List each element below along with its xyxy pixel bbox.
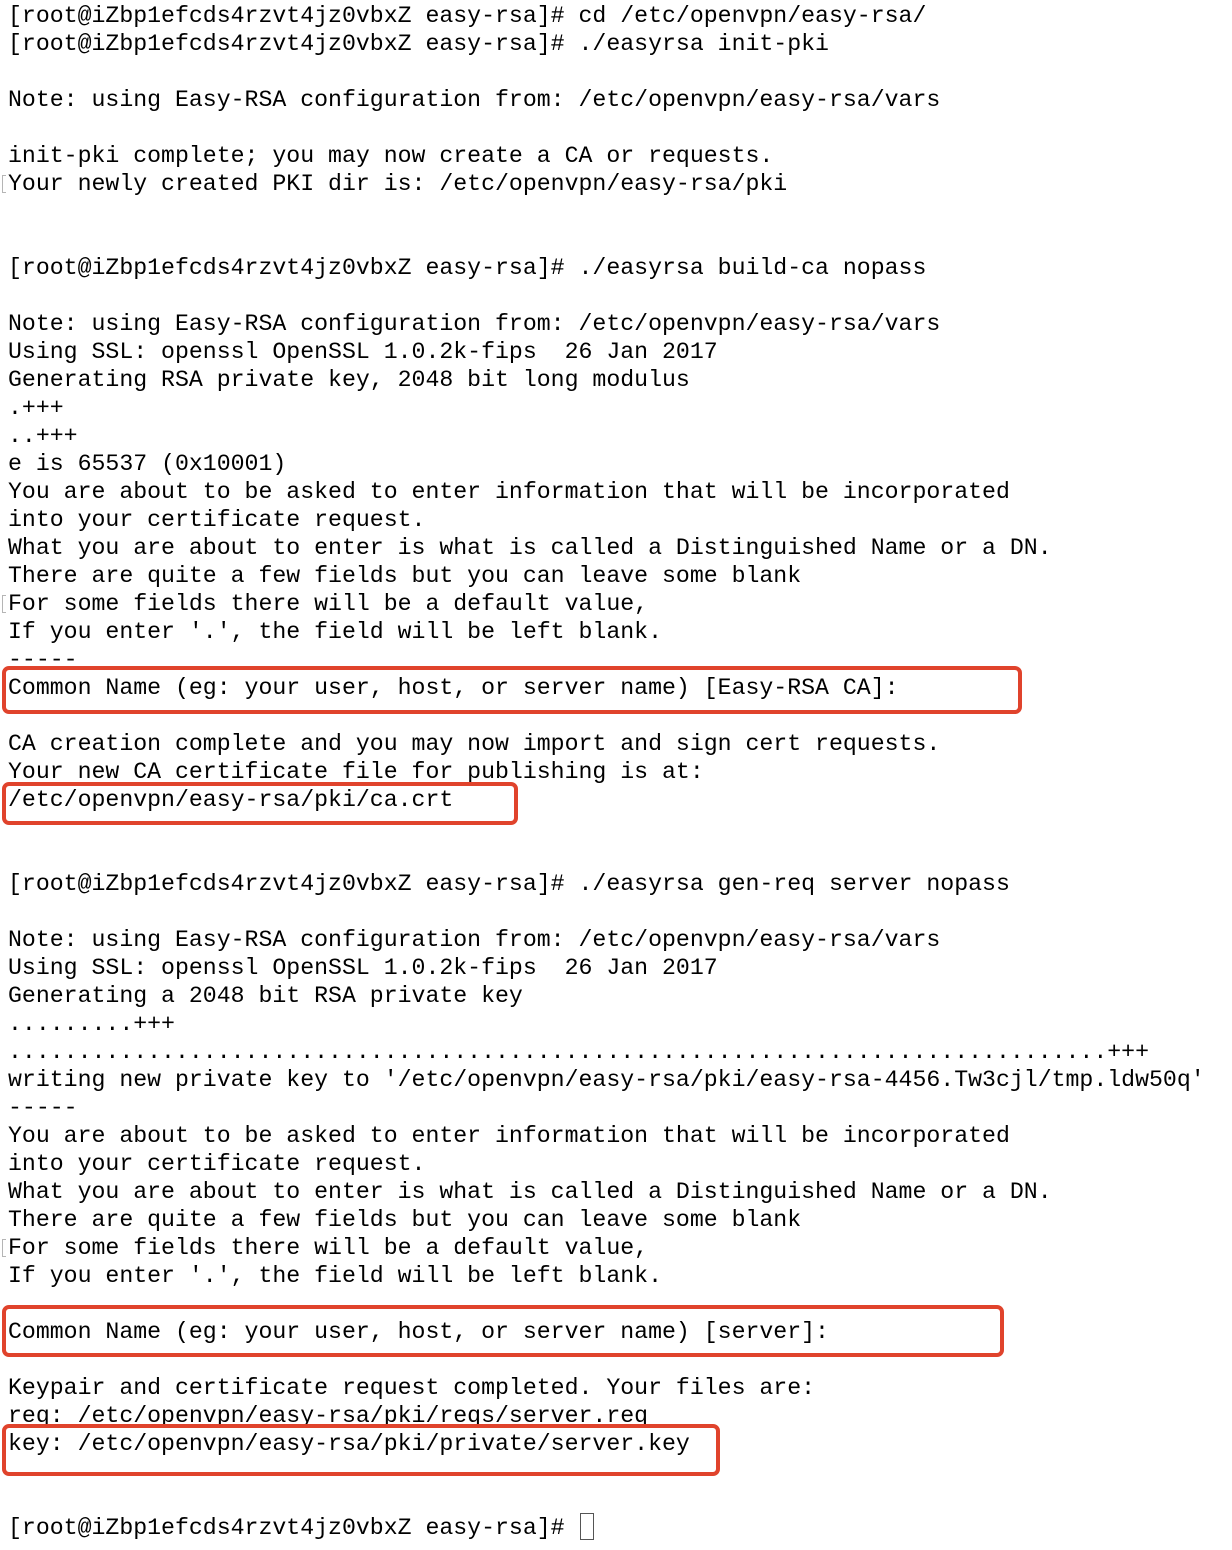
terminal-line: ----- — [8, 1095, 78, 1121]
terminal-line: ...............................................................................+++ — [8, 1039, 1150, 1065]
terminal-line: CA creation complete and you may now import and sign cert requests. — [8, 731, 941, 757]
terminal-line: req: /etc/openvpn/easy-rsa/pki/reqs/server.req — [8, 1403, 649, 1429]
terminal-cursor — [580, 1513, 594, 1540]
terminal-line-prompt: [root@iZbp1efcds4rzvt4jz0vbxZ easy-rsa]# ./easyrsa init-pki — [8, 31, 829, 57]
terminal-line: e is 65537 (0x10001) — [8, 451, 287, 477]
terminal-line-server-key-path: key: /etc/openvpn/easy-rsa/pki/private/server.key — [8, 1431, 690, 1457]
terminal-line-common-name-ca: Common Name (eg: your user, host, or server name) [Easy-RSA CA]: — [8, 675, 899, 701]
terminal-line-prompt[interactable]: [root@iZbp1efcds4rzvt4jz0vbxZ easy-rsa]# — [8, 1515, 579, 1541]
terminal-line: Keypair and certificate request completed. Your files are: — [8, 1375, 816, 1401]
terminal-line: What you are about to enter is what is called a Distinguished Name or a DN. — [8, 1179, 1052, 1205]
terminal-line: For some fields there will be a default value, — [8, 1235, 649, 1261]
terminal-line: init-pki complete; you may now create a CA or requests. — [8, 143, 774, 169]
terminal-line: There are quite a few fields but you can leave some blank — [8, 1207, 802, 1233]
terminal-line: There are quite a few fields but you can leave some blank — [8, 563, 802, 589]
highlight-box-server-key-path — [2, 1424, 720, 1476]
terminal-line: Using SSL: openssl OpenSSL 1.0.2k-fips 26 Jan 2017 — [8, 339, 718, 365]
terminal-line: If you enter '.', the field will be left blank. — [8, 1263, 662, 1289]
terminal-line: ..+++ — [8, 423, 78, 449]
terminal-line: You are about to be asked to enter information that will be incorporated — [8, 479, 1010, 505]
terminal-line: writing new private key to '/etc/openvpn/easy-rsa/pki/easy-rsa-4456.Tw3cjl/tmp.ldw50q' — [8, 1067, 1205, 1093]
terminal-line: For some fields there will be a default value, — [8, 591, 649, 617]
terminal-line: Note: using Easy-RSA configuration from: /etc/openvpn/easy-rsa/vars — [8, 927, 941, 953]
terminal-line-prompt: [root@iZbp1efcds4rzvt4jz0vbxZ easy-rsa]# ./easyrsa gen-req server nopass — [8, 871, 1010, 897]
terminal-line: .........+++ — [8, 1011, 175, 1037]
terminal-line: Generating a 2048 bit RSA private key — [8, 983, 523, 1009]
terminal-line: .+++ — [8, 395, 64, 421]
terminal-line-prompt: [root@iZbp1efcds4rzvt4jz0vbxZ easy-rsa]# ./easyrsa build-ca nopass — [8, 255, 927, 281]
terminal-line: Note: using Easy-RSA configuration from: /etc/openvpn/easy-rsa/vars — [8, 311, 941, 337]
terminal-line: You are about to be asked to enter information that will be incorporated — [8, 1123, 1010, 1149]
terminal-line: What you are about to enter is what is called a Distinguished Name or a DN. — [8, 535, 1052, 561]
terminal-line: into your certificate request. — [8, 1151, 426, 1177]
terminal-line: Note: using Easy-RSA configuration from: /etc/openvpn/easy-rsa/vars — [8, 87, 941, 113]
selection-marker — [2, 1239, 6, 1257]
terminal-line: Your new CA certificate file for publishing is at: — [8, 759, 704, 785]
selection-marker — [2, 175, 6, 193]
terminal-line-common-name-server: Common Name (eg: your user, host, or server name) [server]: — [8, 1319, 829, 1345]
terminal-line: Your newly created PKI dir is: /etc/openvpn/easy-rsa/pki — [8, 171, 788, 197]
terminal-line: If you enter '.', the field will be left blank. — [8, 619, 662, 645]
highlight-box-common-name-ca — [2, 666, 1022, 714]
terminal-line: into your certificate request. — [8, 507, 426, 533]
terminal-line: Using SSL: openssl OpenSSL 1.0.2k-fips 26 Jan 2017 — [8, 955, 718, 981]
highlight-box-common-name-server — [2, 1305, 1004, 1357]
selection-marker — [2, 595, 6, 613]
terminal-line: Generating RSA private key, 2048 bit long modulus — [8, 367, 690, 393]
terminal-line: ----- — [8, 647, 78, 673]
highlight-box-ca-crt-path — [2, 782, 518, 825]
terminal-line-prompt: [root@iZbp1efcds4rzvt4jz0vbxZ easy-rsa]# cd /etc/openvpn/easy-rsa/ — [8, 3, 927, 29]
terminal-line-ca-crt-path: /etc/openvpn/easy-rsa/pki/ca.crt — [8, 787, 454, 813]
